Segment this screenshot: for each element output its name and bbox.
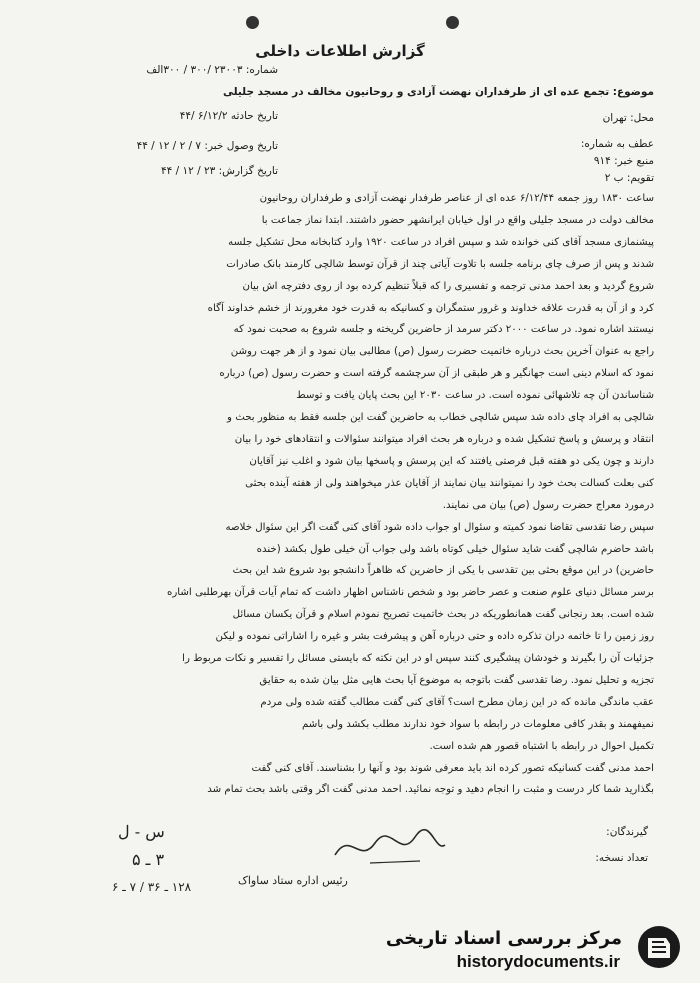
body-line: شروع گردید و بعد احمد مدنی ترجمه و تفسیری را که قبلاً تنظیم کرده بود از روی دفترچه اش بیان — [242, 280, 654, 292]
body-line: تکمیل احوال در رابطه با اشتباه قصور هم شده است. — [429, 740, 654, 752]
body-line: راجع به عنوان آخرین بحث درباره خاتمیت حضرت رسول (ص) مطالبی بیان نمود و از هر جهت روشن — [230, 346, 654, 358]
document-title: گزارش اطلاعات داخلی — [255, 42, 425, 60]
body-line: شده است. بعد رنجانی گفت همانطوریکه در بحث خاتمیت تصریح نمودم اسلام و قرآن یکسان مسائل — [232, 609, 654, 621]
seal-mark-icon — [446, 16, 459, 29]
body-line: جزئیات آن را بگیرند و خودشان پیشگیری کنند سپس او در این نکته که بایستی مسائل را تفسیر و نکات مربوط را — [182, 653, 654, 665]
body-line: روز زمین را تا خاتمه دران تذکره داده و حتی درباره آهن و پیشرفت بشر و غیره را اشاراتی نموده و لیکن — [215, 631, 654, 643]
archive-name: مرکز بررسی اسناد تاریخی — [385, 928, 622, 949]
report-body — [84, 188, 654, 801]
body-line: نمیفهمند و بقدر کافی معلومات در رابطه با سواد خود ندارند مطلب بکشد ولی باشم — [302, 718, 654, 730]
body-line: شدند و پس از صرف چای برنامه جلسه با تلاوت آیاتی چند از قرآن توسط شالچی کارمند بانک صادرات — [226, 258, 654, 270]
body-line: انتقاد و پرسش و پاسخ تشکیل شده و درباره هر بحث افراد میتوانند سئوالات و انتقادهای خود را بیان — [234, 433, 654, 445]
source-line: منبع خبر: ۹۱۴ — [593, 155, 654, 167]
body-line: حاضرین) در این موقع بحثی بین تقدسی با یکی از حاضرین که ظاهراً دانشجو بود شروع شد این بحث — [232, 565, 654, 577]
archive-url: historydocuments.ir — [456, 952, 620, 971]
body-line: احمد مدنی گفت کسانیکه تصور کرده اند باید معرفی شوند بود و آنها را بشناسند. آقای کنی گفت — [251, 762, 654, 774]
copies-label: تعداد نسخه: — [595, 852, 648, 864]
body-line: شناساندن آن چه تلاشهائی نموده است. در ساعت ۲۰۳۰ این بحث پایان یافت و توسط — [296, 390, 654, 402]
location-line: محل: تهران — [602, 112, 654, 124]
signature-caption: رئیس اداره ستاد ساواک — [238, 874, 348, 887]
archive-logo-icon — [636, 924, 682, 970]
handwritten-number: ۳ ـ ۵ — [132, 850, 165, 869]
body-line: شالچی به افراد چای داده شد سپس شالچی خطاب به حاضرین گفت این جلسه فقط به منظور بحث و — [227, 412, 654, 424]
body-line: تجزیه و تحلیل نمود. رضا تقدسی گفت باتوجه به موضوع آیا بحث هایی مثل بیان شده به حقایق — [259, 674, 654, 686]
body-line: نمود که اسلام دینی است جهانگیر و هر طبقی از آن سرچشمه گرفته است و حضرت رسول (ص) درباره — [219, 368, 654, 380]
body-line: پیشنمازی مسجد آقای کنی خوانده شد و سپس افراد در ساعت ۱۹۲۰ وارد کتابخانه محل تشکیل جلسه — [228, 236, 654, 248]
event-date-line: تاریخ حادثه ۶/۱۲/۲ /۴۴ — [179, 110, 278, 122]
body-line: کرد و از آن به قدرت علاقه خداوند و غرور ستمگران و کسانیکه به قدرت خود مغرورند از خشم خداوند آگاه — [207, 302, 654, 314]
body-line: نیستند اشاره نمود. در ساعت ۲۰۰۰ دکتر سرمد از حاضرین گریخته و جلسه شروع به صحبت نمود که — [233, 324, 654, 336]
file-reference: ۱۲۸ ـ ۳۶ / ۷ ـ ۶ — [112, 880, 192, 894]
body-line: ساعت ۱۸۳۰ روز جمعه ۶/۱۲/۴۴ عده ای از عناصر طرفدار نهضت آزادی و طرفداران روحانیون — [259, 193, 654, 204]
handwritten-initials: س - ل — [118, 822, 165, 841]
body-line: سپس رضا تقدسی تقاضا نمود کمیته و سئوال او جواب داده شود آقای کنی گفت اگر این سئوال خلاصه — [225, 521, 654, 533]
number-line: شماره: ۲۳۰۰۳ /۳۰۰ / ۳۰۰الف — [146, 64, 278, 76]
body-line: مخالف دولت در مسجد جلیلی واقع در اول خیابان ایرانشهر حضور داشتند. ابتدا نماز جماعت با — [261, 214, 654, 226]
signature-icon — [330, 825, 450, 870]
report-date-line: تاریخ گزارش: ۲۳ / ۱۲ / ۴۴ — [161, 165, 278, 177]
body-line: باشد حاضرم شالچی گفت شاید سئوال خیلی کوتاه باشد ولی جواب آن خیلی طول بکشد (خنده — [256, 543, 654, 555]
recipients-label: گیرندگان: — [606, 826, 648, 838]
body-line: بگذارید شما کار درست و مثبت را انجام دهید و توجه نمائید. احمد مدنی گفت اگر وقتی باشد بحث تمام شد — [207, 784, 654, 796]
evaluation-line: تقویم: ب ۲ — [604, 172, 654, 184]
subject-line: موضوع: تجمع عده ای از طرفداران نهضت آزادی و روحانیون مخالف در مسجد جلیلی — [222, 86, 654, 98]
body-line: دارند و چون یکی دو هفته قبل فرصتی یافتند که این پرسش و پاسخها بیان شود و اغلب نیز آقایان — [249, 455, 654, 467]
body-line: برسر مسائل دنیای علوم صنعت و عصر حاضر بود و شخص ناشناس اظهار داشت که تمام آیات قرآن بهرطلبی اشاره — [167, 587, 654, 599]
received-date-line: تاریخ وصول خبر: ۷ / ۲ / ۱۲ / ۴۴ — [136, 140, 278, 152]
body-line: عقب ماندگی مانده که در این زمان مطرح است؟ آقای کنی گفت مطالب گفته شده ولی مردم — [260, 696, 654, 708]
body-line: درمورد معراج حضرت رسول (ص) بیان می نمایند. — [442, 499, 654, 511]
seal-mark-icon — [246, 16, 259, 29]
body-line: کنی بعلت کسالت بحث خود را نمیتوانند بیان نمایند از آقایان عذر میخواهند ولی از هفته آینده بحثی — [245, 477, 654, 489]
following-line: عطف به شماره: — [580, 138, 654, 150]
